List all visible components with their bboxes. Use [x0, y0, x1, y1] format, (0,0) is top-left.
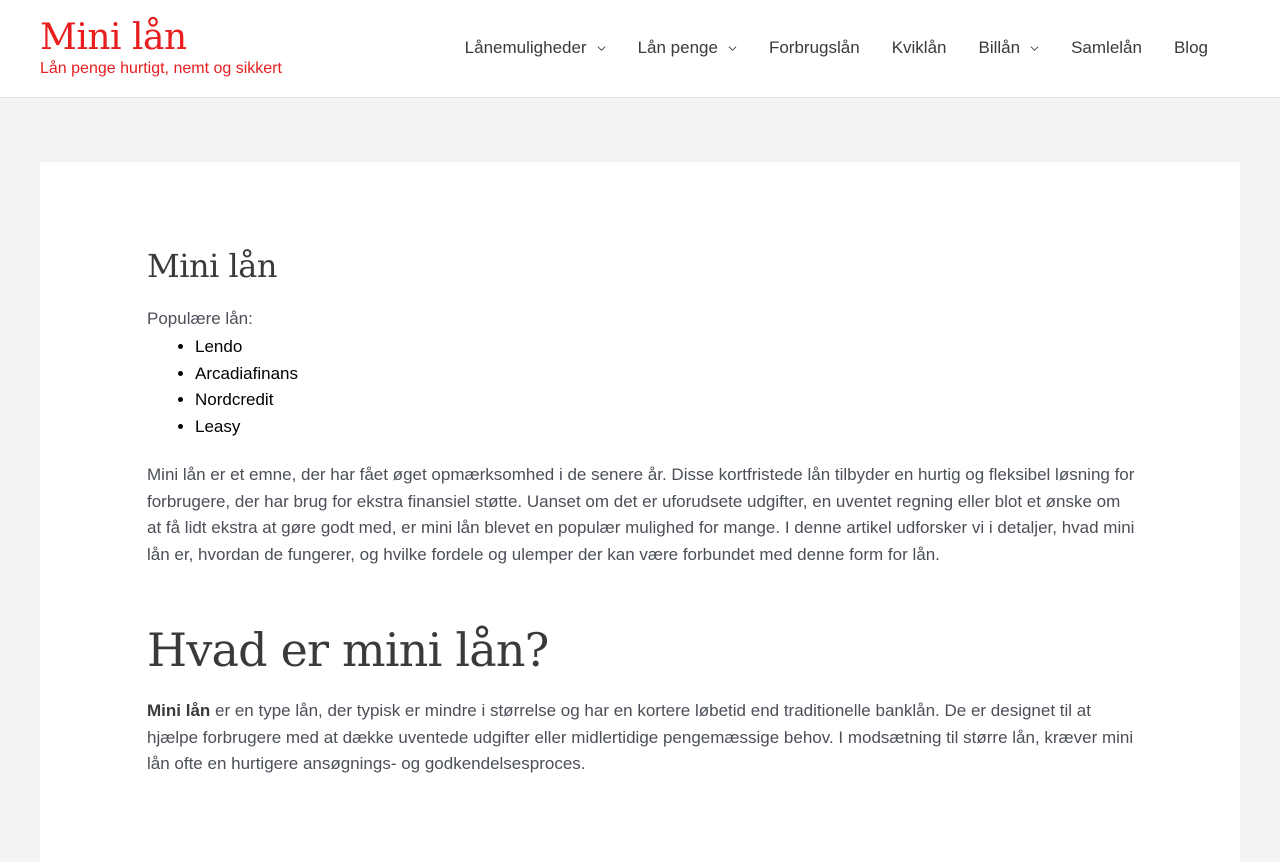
- popular-loans-label: Populære lån:: [147, 309, 253, 328]
- nav-item-label: Kviklån: [891, 38, 947, 57]
- nav-item-forbrugslan[interactable]: [769, 38, 860, 58]
- nav-item-label: Forbrugslån: [768, 38, 860, 57]
- nav-item-billan[interactable]: [979, 38, 1040, 58]
- nav-item-label: Lånemuligheder: [464, 38, 587, 57]
- nav-item-lanemuligheder[interactable]: [465, 38, 606, 58]
- chevron-down-icon: [1030, 44, 1039, 53]
- section-heading: Hvad er mini lån?: [147, 623, 549, 677]
- site-title-link[interactable]: Mini lån: [40, 17, 187, 58]
- popular-loans-list: [195, 334, 298, 440]
- nav-item-blog[interactable]: [1174, 38, 1208, 58]
- site-tagline: Lån penge hurtigt, nemt og sikkert: [40, 60, 282, 77]
- intro-paragraph: Mini lån er et emne, der har fået øget opmærksomhed i de senere år. Disse kortfristede lån tilbyder en hurtig og fleksibel løsning for forbrugere, der har brug for ekstra finansiel støtte. Uanset om det er uforudsete udgifter, en uventet regning eller blot et ønske om at få lidt ekstra at gøre godt med, er mini lån blevet en populær mulighed for mange. I denne artikel udforsker vi i detaljer, hvad mini lån er, hvordan de fungerer, og hvilke fordele og ulemper der kan være forbundet med denne form for lån.: [147, 465, 1135, 564]
- nav-item-label: Blog: [1173, 38, 1208, 57]
- bold-term: Mini lån: [147, 701, 211, 720]
- nav-item-samlelan[interactable]: [1071, 38, 1142, 58]
- article-card: [40, 162, 1240, 862]
- nav-item-kviklan[interactable]: [892, 38, 947, 58]
- site-header: [0, 0, 1280, 98]
- list-item: [195, 361, 298, 388]
- list-item: [195, 334, 298, 361]
- nav-item-label: Samlelån: [1071, 38, 1142, 57]
- page-title: Mini lån: [147, 247, 277, 285]
- main-navigation: [465, 34, 1208, 62]
- loan-link-leasy[interactable]: Leasy: [195, 416, 241, 436]
- loan-link-lendo[interactable]: Lendo: [195, 337, 243, 356]
- chevron-down-icon: [728, 44, 737, 53]
- chevron-down-icon: [597, 44, 606, 53]
- loan-link-nordcredit[interactable]: Nordcredit: [195, 390, 274, 410]
- nav-item-label: Lån penge: [637, 38, 718, 57]
- loan-link-arcadiafinans[interactable]: Arcadiafinans: [195, 363, 299, 383]
- definition-text: er en type lån, der typisk er mindre i størrelse og har en kortere løbetid end traditionelle banklån. De er designet til at hjælpe forbrugere med at dække uventede udgifter eller midlertidige pengemæssige behov. I modsætning til større lån, kræver mini lån ofte en hurtigere ansøgnings- og godkendelsesproces.: [147, 701, 1134, 774]
- list-item: [195, 414, 298, 441]
- definition-paragraph: [147, 698, 1137, 778]
- list-item: [195, 387, 298, 414]
- nav-item-label: Billån: [978, 38, 1021, 57]
- nav-item-lan-penge[interactable]: [638, 38, 737, 58]
